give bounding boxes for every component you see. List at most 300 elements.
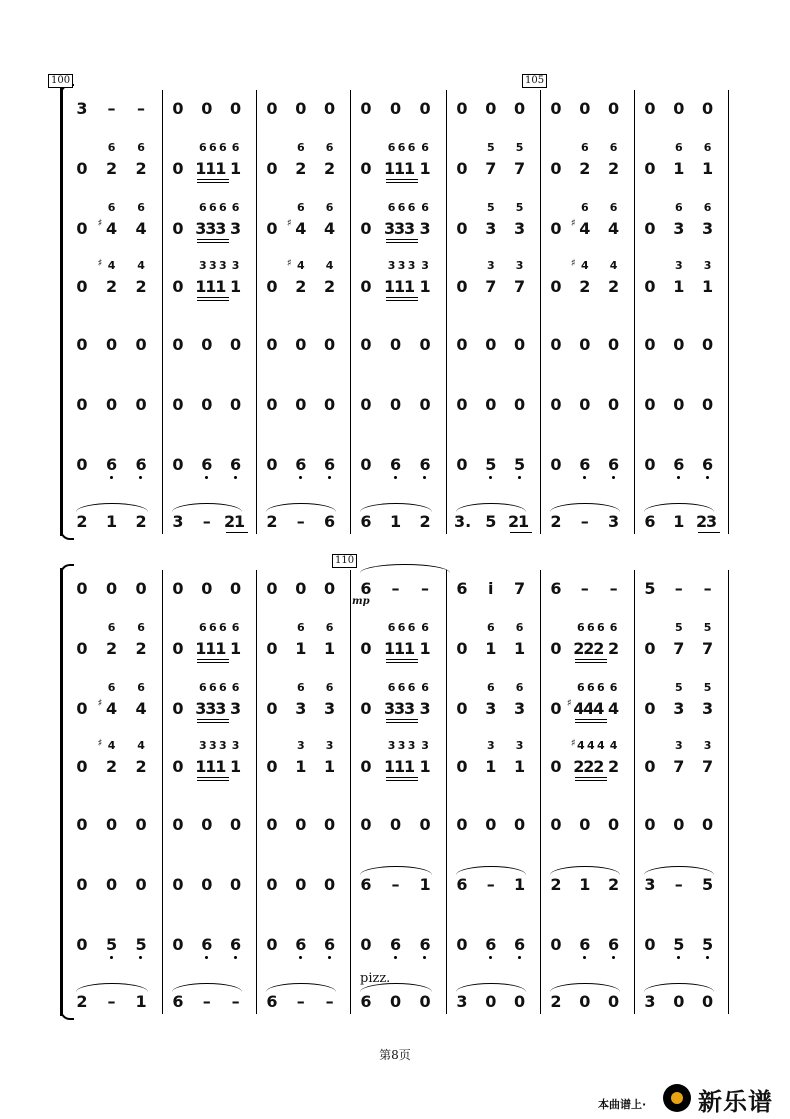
chord-mark: 6 [609,201,618,214]
note: 0 [579,395,591,414]
note: 2 [105,757,118,776]
note: 0 [644,757,656,776]
note: 6 [456,579,468,598]
system-brace [60,568,63,1016]
note: 0 [514,99,526,118]
note: 0 [230,335,242,354]
note: 2 [573,639,585,658]
note: 0 [456,277,468,296]
note: 2 [579,159,591,178]
note: 0 [360,277,372,296]
page-number: 第8页 [379,1048,411,1062]
chord-mark: 4 [576,739,585,752]
low-octave-dot [423,956,426,959]
note: 5 [485,455,497,474]
note: 6 [324,935,336,954]
note: 0 [201,335,213,354]
beam-underline [197,659,229,660]
chord-mark: 3 [421,739,429,752]
note: 6 [172,992,184,1011]
note: 0 [608,99,620,118]
note: 0 [456,815,468,834]
note: – [580,579,589,598]
note: – [325,992,334,1011]
beam-underline [575,659,607,660]
note: 0 [485,99,497,118]
note: 2 [135,512,147,531]
beam-underline [197,719,229,720]
note: 0 [389,815,402,834]
chord-mark: 3 [421,259,429,272]
note: 0 [105,579,118,598]
chord-mark: 6 [387,621,396,634]
chord-mark: 6 [107,621,116,634]
note: 2 [593,757,605,776]
note: 0 [419,395,431,414]
note: 2 [573,757,585,776]
chord-mark: 6 [515,681,524,694]
note: 0 [485,335,497,354]
note: 0 [579,992,591,1011]
note: 1 [419,159,431,178]
slur [550,983,620,992]
slur [172,503,242,512]
chord-mark: 3 [486,739,495,752]
note: 0 [608,335,620,354]
note: 0 [550,159,562,178]
chord-mark: 6 [218,681,227,694]
note: 1 [230,757,242,776]
note: 0 [702,99,714,118]
note: 3 [324,699,336,718]
note: 0 [76,815,88,834]
note: 1 [393,159,406,178]
slur [456,983,526,992]
beam-underline [197,662,229,663]
note: 3 [702,219,714,238]
note: 0 [266,579,278,598]
note: 1 [673,159,685,178]
sharp-sign: ♯ [566,698,572,709]
note: 0 [550,335,562,354]
note: 3 [393,219,406,238]
slur [644,983,714,992]
note: 0 [295,395,307,414]
note: 2 [608,757,620,776]
note: i [488,579,494,598]
note: 0 [419,992,431,1011]
chord-mark: 6 [596,681,605,694]
chord-mark: 3 [296,739,305,752]
note: 0 [485,992,497,1011]
note: 0 [456,935,468,954]
chord-mark: 6 [576,621,585,634]
note: 4 [583,699,595,718]
note: – [296,512,305,531]
note: 5 [514,455,526,474]
note: 0 [76,159,88,178]
chord-mark: 6 [576,681,585,694]
barline [350,90,351,534]
note: 0 [360,219,372,238]
note: 1 [393,277,406,296]
note: 0 [673,99,685,118]
chord-mark: 6 [137,201,145,214]
chord-mark: 6 [325,141,334,154]
beam-underline [197,297,229,298]
note: 0 [644,699,656,718]
chord-mark: 5 [674,681,683,694]
note: – [107,992,116,1011]
beam-underline [510,532,532,533]
beam-underline [575,722,607,723]
note: 0 [172,455,184,474]
note: 5 [135,935,147,954]
chord-mark: 6 [407,201,416,214]
chord-mark: 4 [586,739,595,752]
note: 1 [393,757,406,776]
note: 0 [295,99,307,118]
note: 0 [266,219,278,238]
note: 0 [579,815,591,834]
note: 0 [201,875,213,894]
note: 0 [76,875,88,894]
slur [266,983,336,992]
low-octave-dot [139,956,142,959]
chord-mark: 5 [486,141,495,154]
note: 0 [456,699,468,718]
note: 3 [230,219,242,238]
note: 1 [295,757,307,776]
beam-underline [575,780,607,781]
beam-underline [386,179,418,180]
note: 2 [105,639,118,658]
note: 0 [105,815,118,834]
note: 7 [702,757,714,776]
barline [256,570,257,1014]
note: 0 [172,395,184,414]
note: 1 [383,639,396,658]
low-octave-dot [518,476,521,479]
barline [540,570,541,1014]
note: 7 [514,579,526,598]
note: 0 [419,99,431,118]
chord-mark: 6 [208,141,217,154]
note: 6 [360,875,372,894]
note: 0 [389,395,402,414]
note: 0 [105,875,118,894]
note: 3 [215,699,227,718]
note: 1 [105,512,118,531]
note: – [486,875,495,894]
note: 0 [550,395,562,414]
sharp-sign: ♯ [97,738,103,749]
note: 4 [135,219,147,238]
chord-mark: 6 [296,141,305,154]
note: 3 [673,219,685,238]
note: 0 [644,395,656,414]
low-octave-dot [394,476,397,479]
note: 1 [518,512,530,531]
chord-mark: 6 [296,681,305,694]
low-octave-dot [205,476,208,479]
beam-underline [386,659,418,660]
note: 0 [644,219,656,238]
note: 0 [135,875,147,894]
note: – [137,99,146,118]
note: 5 [702,935,714,954]
note: 6 [295,455,307,474]
chord-mark: 6 [208,621,217,634]
note: 2 [579,277,591,296]
note: 0 [485,395,497,414]
chord-mark: 6 [231,621,240,634]
note: 0 [172,875,184,894]
note: 3 [230,699,242,718]
note: 1 [514,875,526,894]
note: 0 [172,699,184,718]
note: 2 [593,639,605,658]
note: 1 [419,639,431,658]
note: 0 [76,219,88,238]
note: 0 [644,935,656,954]
note: 3 [706,512,718,531]
chord-mark: 6 [325,201,334,214]
beam-underline [197,179,229,180]
low-octave-dot [234,476,237,479]
chord-mark: 5 [515,201,524,214]
note: 4 [105,699,118,718]
note: 0 [360,99,372,118]
chord-mark: 6 [407,621,416,634]
note: 3 [195,219,207,238]
barline [446,90,447,534]
beam-underline [197,300,229,301]
note: 2 [135,159,147,178]
note: 2 [135,277,147,296]
note: 0 [76,639,88,658]
chord-mark: 6 [137,681,145,694]
note: 0 [550,455,562,474]
sharp-sign: ♯ [97,698,103,709]
note: 0 [644,455,656,474]
note: 6 [360,512,372,531]
note: 4 [295,219,307,238]
note: 2 [583,757,595,776]
note: 0 [360,159,372,178]
note: 0 [295,875,307,894]
note: 0 [550,935,562,954]
chord-mark: 3 [703,259,712,272]
low-octave-dot [110,476,113,479]
chord-mark: 6 [421,141,429,154]
note: 5 [702,875,714,894]
beam-underline [386,300,418,301]
beam-underline [197,780,229,781]
slur [76,983,148,992]
slur [456,866,526,875]
note: 1 [205,159,217,178]
note: 0 [172,935,184,954]
chord-mark: 6 [231,141,240,154]
note: 0 [360,395,372,414]
note: 6 [702,455,714,474]
note: – [202,512,211,531]
note: 0 [485,815,497,834]
slur [550,503,620,512]
note: 2 [608,639,620,658]
note: 6 [608,455,620,474]
barline [256,90,257,534]
note: 3 [419,699,431,718]
note: 5 [673,935,685,954]
note: 6 [360,579,372,598]
slur [550,866,620,875]
note: 1 [230,277,242,296]
note: 0 [76,395,88,414]
note: 0 [230,579,242,598]
note: 1 [485,639,497,658]
note: 1 [135,992,147,1011]
note: 0 [324,335,336,354]
note: 2 [105,277,118,296]
note: 1 [295,639,307,658]
note: 0 [550,99,562,118]
note: 1 [702,277,714,296]
note: 0 [702,335,714,354]
note: 3 [673,699,685,718]
slur [644,503,714,512]
note: 3 [485,219,497,238]
chord-mark: 6 [703,141,712,154]
barline [162,90,163,534]
note: 0 [702,992,714,1011]
beam-underline [386,297,418,298]
chord-mark: 4 [137,739,145,752]
note: 0 [644,277,656,296]
note: 6 [608,935,620,954]
site-logo-text: 新乐谱 [698,1088,773,1116]
chord-mark: 3 [387,259,396,272]
note: 0 [201,99,213,118]
note: 1 [215,277,227,296]
note: 0 [456,99,468,118]
note: 3 [514,699,526,718]
sharp-sign: ♯ [97,258,103,269]
slur [644,866,714,875]
note: 7 [673,757,685,776]
low-octave-dot [110,956,113,959]
note: 6 [514,935,526,954]
note: 0 [76,277,88,296]
note: 0 [514,815,526,834]
chord-mark: 6 [198,621,207,634]
note: 0 [172,579,184,598]
note: 0 [76,335,88,354]
note: 0 [324,99,336,118]
beam-underline [575,777,607,778]
note: 6 [673,455,685,474]
note: 0 [135,579,147,598]
beam-underline [197,182,229,183]
note: 0 [644,159,656,178]
sharp-sign: ♯ [570,738,576,749]
note: 0 [456,455,468,474]
chord-mark: 6 [609,681,618,694]
note: 6 [201,455,213,474]
note: 0 [201,815,213,834]
note: 0 [135,335,147,354]
low-octave-dot [139,476,142,479]
note: 1 [403,159,416,178]
low-octave-dot [583,956,586,959]
note: 0 [76,579,88,598]
note: 3 [383,219,396,238]
note: 3 [76,99,88,118]
note: – [107,99,116,118]
chord-mark: 4 [137,259,145,272]
record-logo-icon [663,1084,691,1112]
note: 1 [215,639,227,658]
chord-mark: 6 [486,681,495,694]
chord-mark: 3 [325,739,334,752]
chord-mark: 6 [421,201,429,214]
note: 0 [456,335,468,354]
barline [728,90,729,534]
note: 3 [456,992,468,1011]
note: 3 [215,219,227,238]
note: 0 [550,757,562,776]
note: – [296,992,305,1011]
chord-mark: 6 [609,621,618,634]
note: 6 [419,455,431,474]
note: 4 [324,219,336,238]
barline [540,90,541,534]
chord-mark: 6 [218,141,227,154]
note: 2 [324,277,336,296]
chord-mark: 3 [208,739,217,752]
slur [360,564,450,573]
note: 0 [550,699,562,718]
note: 2 [295,159,307,178]
note: 0 [673,395,685,414]
note: 0 [105,335,118,354]
chord-mark: 3 [674,739,683,752]
note: 0 [76,757,88,776]
low-octave-dot [394,956,397,959]
note: 2 [295,277,307,296]
chord-mark: 5 [486,201,495,214]
slur [360,503,432,512]
low-octave-dot [299,956,302,959]
low-octave-dot [706,956,709,959]
chord-mark: 3 [208,259,217,272]
note: 0 [579,335,591,354]
beam-underline [575,719,607,720]
note: 0 [266,455,278,474]
chord-mark: 4 [596,739,605,752]
slur [76,503,148,512]
note: 6 [324,512,336,531]
note: 1 [195,639,207,658]
beam-underline [197,777,229,778]
note: 1 [205,757,217,776]
note: 4 [135,699,147,718]
note: 0 [76,935,88,954]
note: 2 [508,512,520,531]
note: 5 [105,935,118,954]
note: 0 [702,395,714,414]
